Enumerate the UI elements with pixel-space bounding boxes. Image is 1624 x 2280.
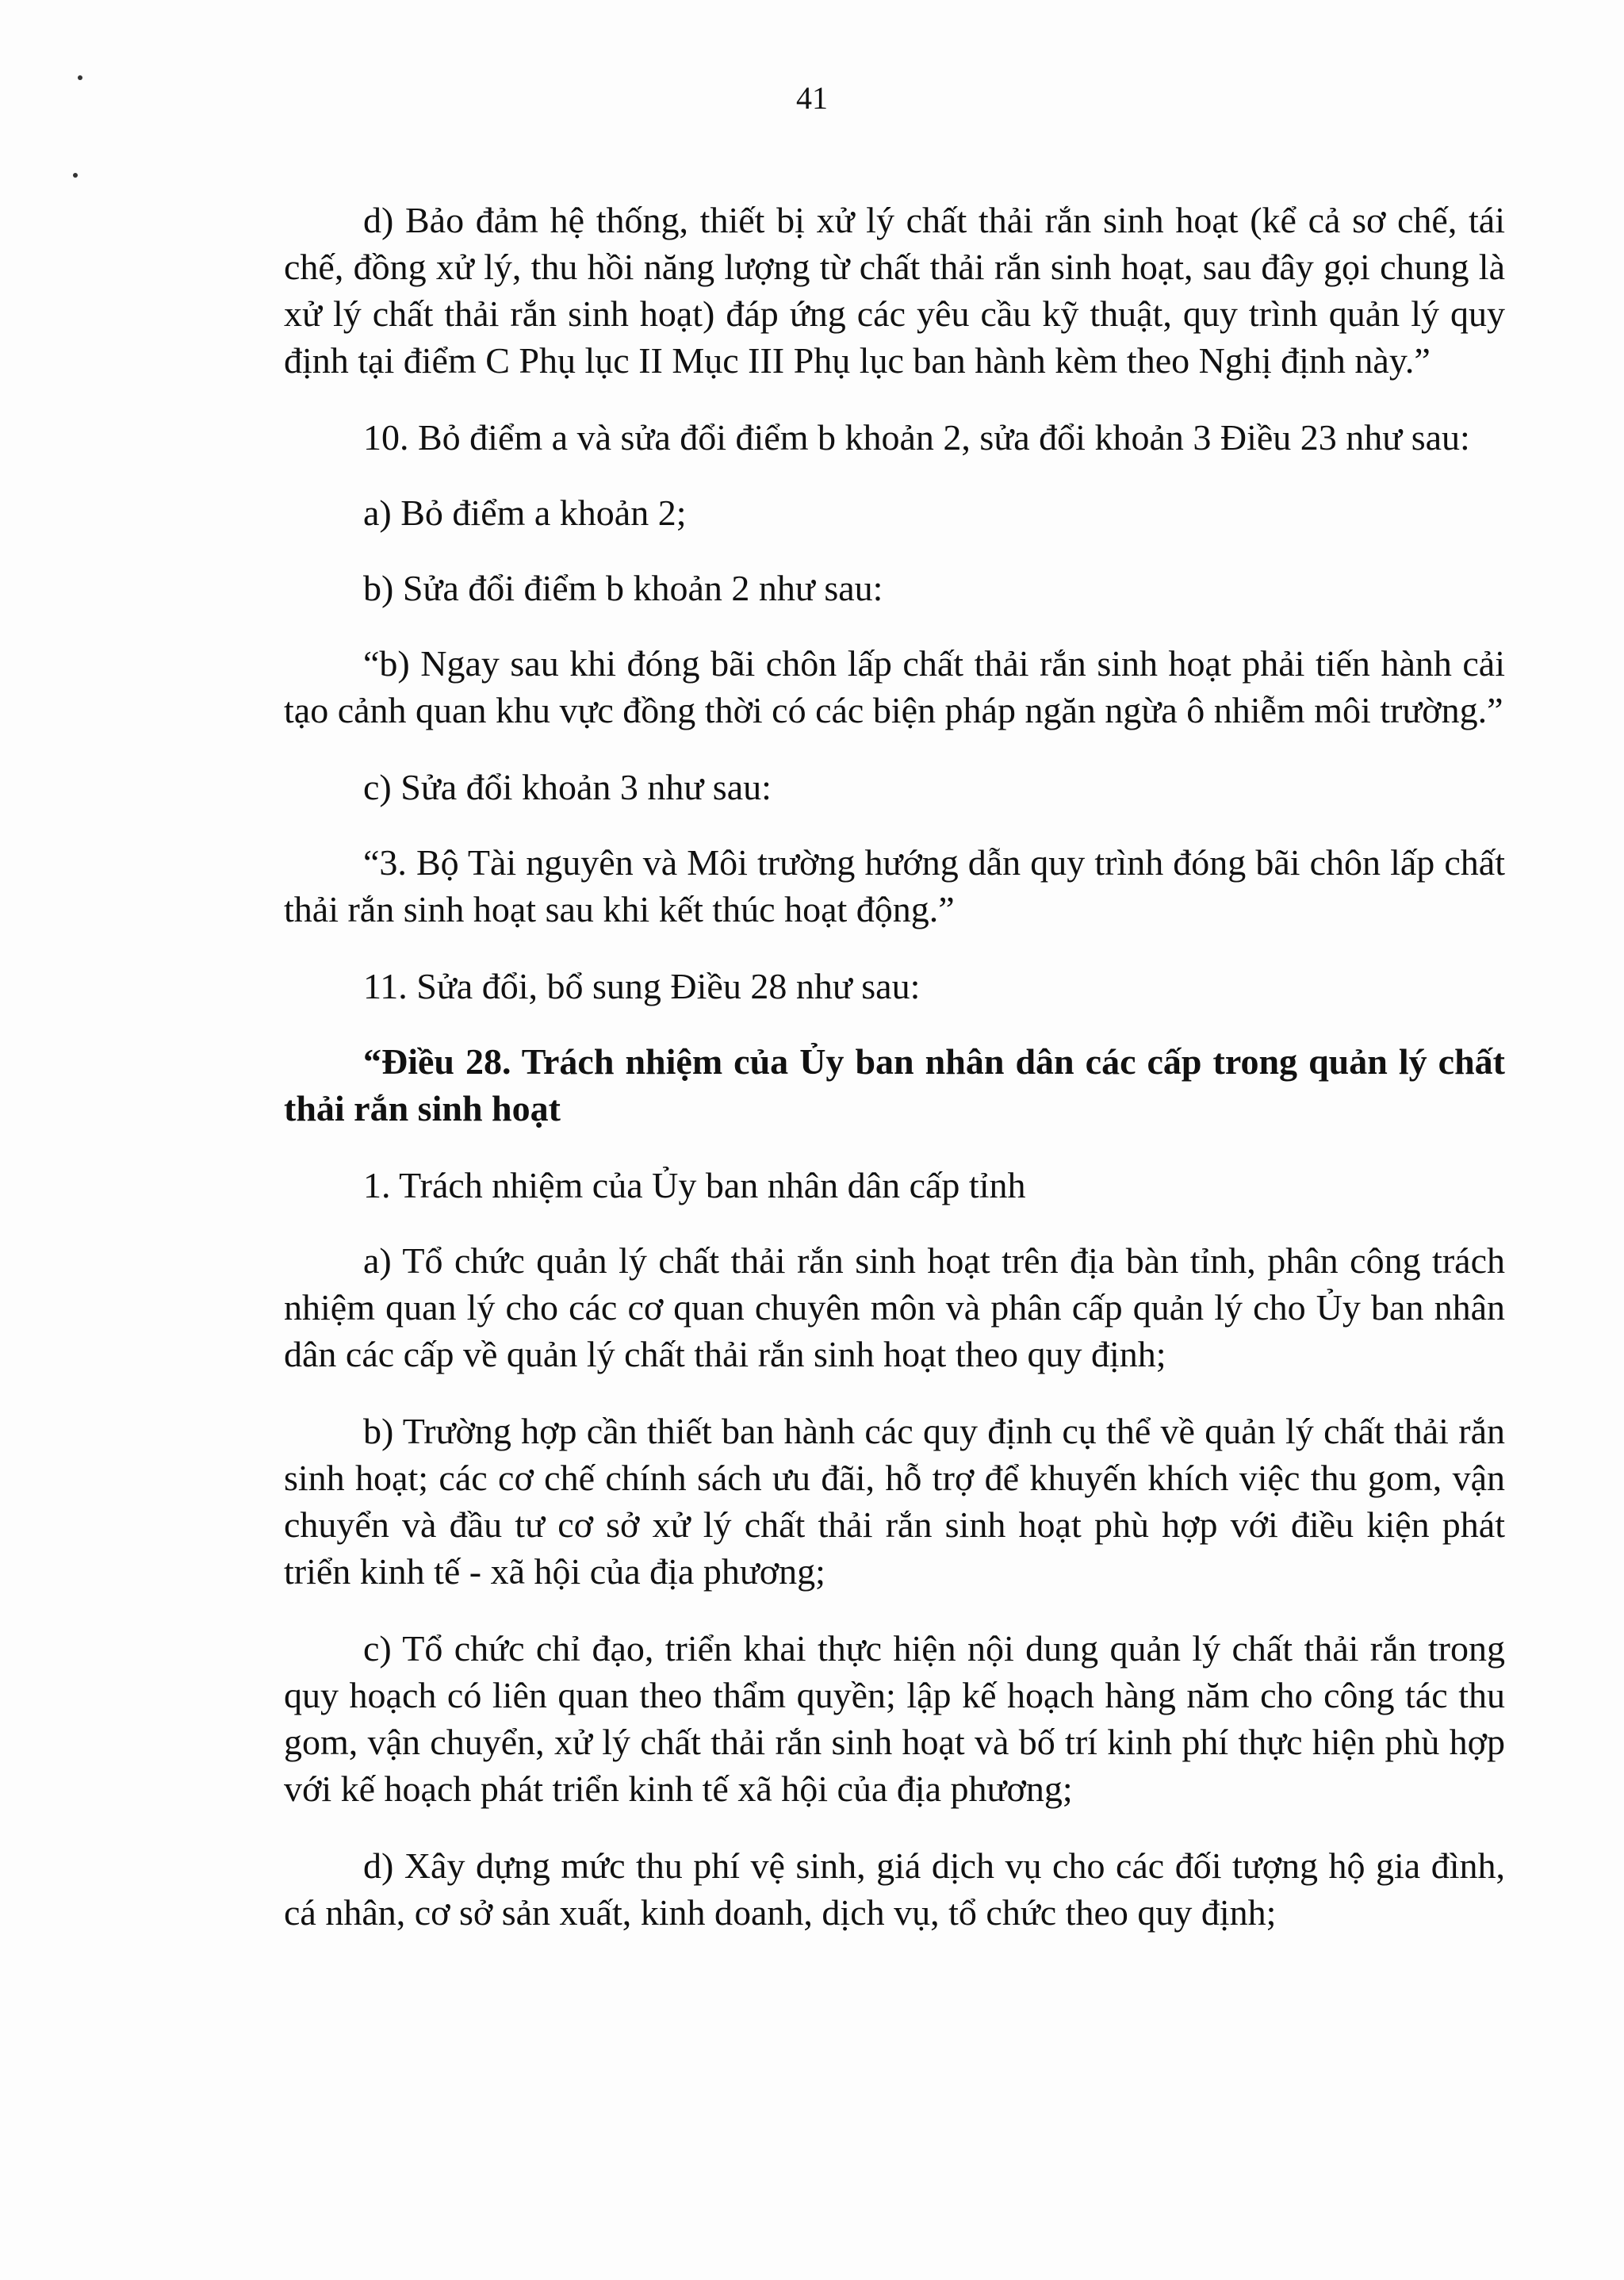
paragraph-item-10: 10. Bỏ điểm a và sửa đổi điểm b khoản 2, sửa đổi khoản 3 Điều 23 như sau: xyxy=(363,417,1470,458)
paragraph-d-waste-treatment-system: d) Bảo đảm hệ thống, thiết bị xử lý chất thải rắn sinh hoạt (kể cả sơ chế, tái chế, đồng xử lý, thu hồi năng lượng từ chất thải rắn sinh hoạt, sau đây gọi chung là xử lý chất thải rắn sinh hoạt) đáp ứng các yêu cầu kỹ thuật, quy trình quản lý quy định tại điểm C Phụ lục II Mục III Phụ lục ban hành kèm theo Nghị định này.” xyxy=(284,200,1505,381)
paragraph-quote-b: “b) Ngay sau khi đóng bãi chôn lấp chất thải rắn sinh hoạt phải tiến hành cải tạo cảnh quan khu vực đồng thời có các biện pháp ngăn ngừa ô nhiễm môi trường.” xyxy=(284,643,1505,730)
paragraph-1a: a) Tổ chức quản lý chất thải rắn sinh hoạt trên địa bàn tỉnh, phân công trách nhiệm quan lý cho các cơ quan chuyên môn và phân cấp quản lý cho Ủy ban nhân dân các cấp về quản lý chất thải rắn sinh hoạt theo quy định; xyxy=(284,1240,1505,1374)
paragraph-1d: d) Xây dựng mức thu phí vệ sinh, giá dịch vụ cho các đối tượng hộ gia đình, cá nhân, cơ sở sản xuất, kinh doanh, dịch vụ, tổ chức theo quy định; xyxy=(284,1845,1505,1933)
paragraph-quote-3: “3. Bộ Tài nguyên và Môi trường hướng dẫn quy trình đóng bãi chôn lấp chất thải rắn sinh hoạt sau khi kết thúc hoạt động.” xyxy=(284,842,1505,929)
article-28-heading: “Điều 28. Trách nhiệm của Ủy ban nhân dân các cấp trong quản lý chất thải rắn sinh hoạt xyxy=(284,1041,1505,1129)
document-body xyxy=(284,197,1505,1966)
page-number: 41 xyxy=(796,80,828,116)
paragraph-a-remove-point: a) Bỏ điểm a khoản 2; xyxy=(363,492,687,533)
paragraph-item-11: 11. Sửa đổi, bổ sung Điều 28 như sau: xyxy=(363,966,921,1006)
paragraph-1c: c) Tổ chức chỉ đạo, triển khai thực hiện nội dung quản lý chất thải rắn trong quy hoạch có liên quan theo thẩm quyền; lập kế hoạch hàng năm cho công tác thu gom, vận chuyển, xử lý chất thải rắn sinh hoạt và bố trí kinh phí thực hiện phù hợp với kế hoạch phát triển kinh tế xã hội của địa phương; xyxy=(284,1628,1505,1809)
paragraph-c-amend-clause: c) Sửa đổi khoản 3 như sau: xyxy=(363,767,772,807)
paragraph-b-amend-point: b) Sửa đổi điểm b khoản 2 như sau: xyxy=(363,568,883,608)
paragraph-1b: b) Trường hợp cần thiết ban hành các quy định cụ thể về quản lý chất thải rắn sinh hoạt; các cơ chế chính sách ưu đãi, hỗ trợ để khuyến khích việc thu gom, vận chuyển và đầu tư cơ sở xử lý chất thải rắn sinh hoạt phù hợp với điều kiện phát triển kinh tế - xã hội của địa phương; xyxy=(284,1411,1505,1592)
paragraph-section-1: 1. Trách nhiệm của Ủy ban nhân dân cấp tỉnh xyxy=(363,1165,1026,1205)
scan-speck xyxy=(73,173,78,178)
